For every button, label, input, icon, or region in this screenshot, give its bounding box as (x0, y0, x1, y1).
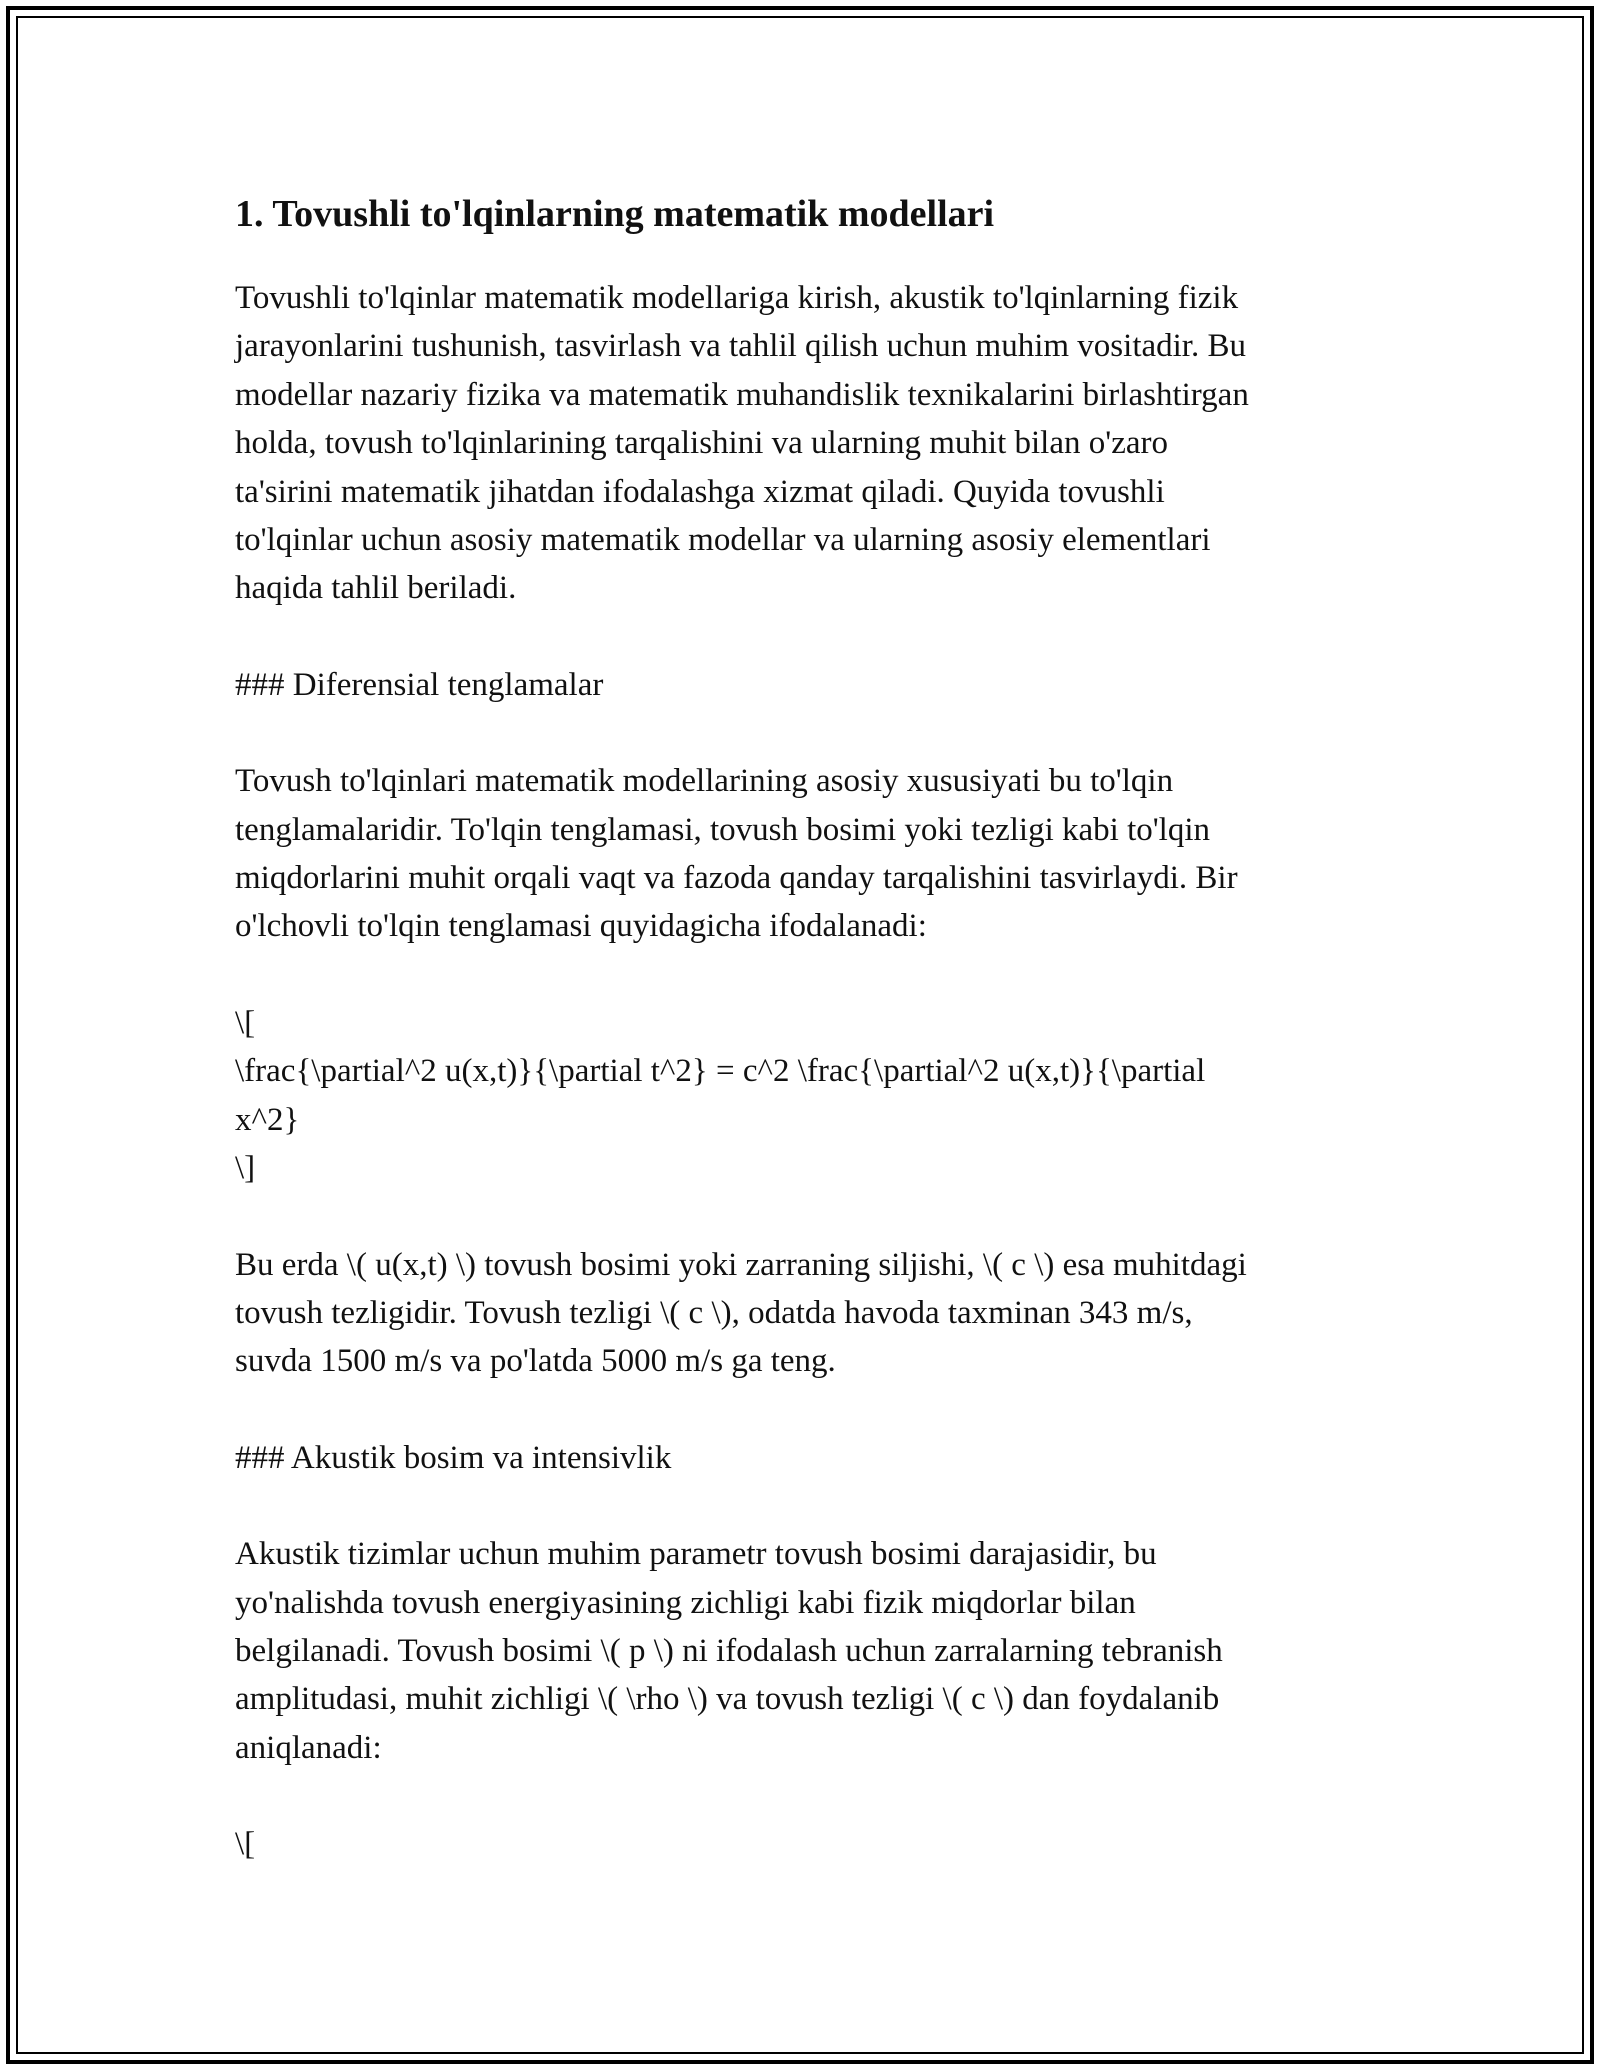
text-line: Tovushli to'lqinlar matematik modellariga kirish, akustik to'lqinlarning fizik (235, 280, 1239, 316)
variables-paragraph (235, 1241, 1365, 1386)
text-line: Tovush to'lqinlari matematik modellarining asosiy xususiyati bu to'lqin (235, 763, 1174, 800)
text-line: \] (235, 1150, 256, 1187)
text-line: o'lchovli to'lqin tenglamasi quyidagicha ifodalanadi: (235, 908, 927, 945)
text-line: ### Diferensial tenglamalar (235, 666, 604, 703)
text-line: ta'sirini matematik jihatdan ifodalashga xizmat qiladi. Quyida tovushli (235, 473, 1165, 510)
document-title: 1. Tovushli to'lqinlarning matematik modellari (235, 193, 995, 235)
text-line: \[ (235, 1826, 256, 1863)
text-line: \frac{\partial^2 u(x,t)}{\partial t^2} = c^2 \frac{\partial^2 u(x,t)}{\partial (235, 1053, 1206, 1090)
text-line: aniqlanadi: (235, 1729, 382, 1766)
text-line: holda, tovush to'lqinlarining tarqalishini va ularning muhit bilan o'zaro (235, 425, 1168, 462)
acoustic-pressure-paragraph (235, 1530, 1365, 1772)
text-line: Bu erda \( u(x,t) \) tovush bosimi yoki zarraning siljishi, \( c \) esa muhitdagi (235, 1246, 1247, 1283)
text-line: tenglamalaridir. To'lqin tenglamasi, tovush bosimi yoki tezligi kabi to'lqin (235, 811, 1211, 848)
document-content (235, 188, 1365, 1917)
text-line: Akustik tizimlar uchun muhim parametr tovush bosimi darajasidir, bu (235, 1536, 1157, 1573)
text-line: modellar nazariy fizika va matematik muhandislik texnikalarini birlashtirgan (235, 376, 1249, 413)
text-line: haqida tahlil beriladi. (235, 570, 517, 607)
text-line: jarayonlarini tushunish, tasvirlash va tahlil qilish uchun muhim vositadir. Bu (235, 328, 1246, 365)
text-line: \[ (235, 1004, 256, 1041)
text-line: ### Akustik bosim va intensivlik (235, 1439, 672, 1476)
text-line: suvda 1500 m/s va po'latda 5000 m/s ga teng. (235, 1343, 836, 1380)
heading-diferensial-tenglamalar (235, 661, 1365, 709)
text-line: tovush tezligidir. Tovush tezligi \( c \), odatda havoda taxminan 343 m/s, (235, 1294, 1193, 1331)
text-line: miqdorlarini muhit orqali vaqt va fazoda qanday tarqalishini tasvirlaydi. Bir (235, 860, 1238, 897)
text-line: amplitudasi, muhit zichligi \( \rho \) va tovush tezligi \( c \) dan foydalanib (235, 1681, 1220, 1718)
text-line: yo'nalishda tovush energiyasining zichligi kabi fizik miqdorlar bilan (235, 1584, 1136, 1621)
text-line: to'lqinlar uchun asosiy matematik modellar va ularning asosiy elementlari (235, 522, 1211, 559)
wave-equation-paragraph (235, 757, 1365, 951)
wave-equation-formula (235, 999, 1365, 1193)
heading-akustik-bosim (235, 1434, 1365, 1482)
text-line: x^2} (235, 1101, 300, 1138)
text-line: belgilanadi. Tovush bosimi \( p \) ni ifodalash uchun zarralarning tebranish (235, 1632, 1223, 1669)
formula-start (235, 1820, 1365, 1868)
document-body (235, 274, 1365, 1869)
intro-paragraph (235, 274, 1365, 613)
